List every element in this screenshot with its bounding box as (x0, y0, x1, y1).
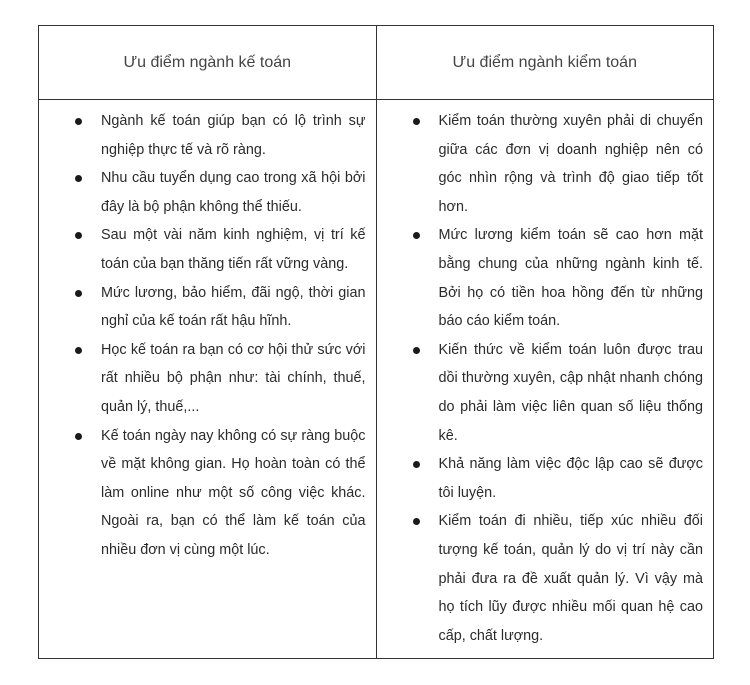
table-header-row (39, 26, 713, 100)
list-item: Nhu cầu tuyển dụng cao trong xã hội bởi đây là bộ phận không thể thiếu. (39, 164, 366, 221)
comparison-table (38, 25, 714, 659)
list-item: Sau một vài năm kinh nghiệm, vị trí kế toán của bạn thăng tiến rất vững vàng. (39, 221, 366, 278)
accounting-cell (39, 100, 376, 658)
list-item: Ngành kế toán giúp bạn có lộ trình sự nghiệp thực tế và rõ ràng. (39, 107, 366, 164)
list-item: Mức lương, bảo hiểm, đãi ngộ, thời gian nghỉ của kế toán rất hậu hĩnh. (39, 279, 366, 336)
list-item: Kế toán ngày nay không có sự ràng buộc về mặt không gian. Họ hoàn toàn có thể làm online như một số công việc khác. Ngoài ra, bạn có thể làm kế toán của nhiều đơn vị cùng một lúc. (39, 422, 366, 565)
auditing-cell (376, 100, 714, 658)
list-item: Mức lương kiểm toán sẽ cao hơn mặt bằng chung của những ngành kinh tế. Bởi họ có tiền hoa hồng đến từ những báo cáo kiểm toán. (377, 221, 704, 335)
table-body-row (39, 100, 713, 658)
list-item: Kiểm toán đi nhiều, tiếp xúc nhiều đối tượng kế toán, quản lý do vị trí này cần phải đưa ra đề xuất quản lý. Vì vậy mà họ tích lũy được nhiều mối quan hệ cao cấp, chất lượng. (377, 507, 704, 650)
accounting-list (39, 107, 366, 565)
list-item: Khả năng làm việc độc lập cao sẽ được tôi luyện. (377, 450, 704, 507)
list-item: Kiến thức về kiểm toán luôn được trau dồi thường xuyên, cập nhật nhanh chóng do phải làm việc liên quan số liệu thống kê. (377, 336, 704, 450)
auditing-header: Ưu điểm ngành kiểm toán (376, 26, 714, 99)
list-item: Kiểm toán thường xuyên phải di chuyển giữa các đơn vị doanh nghiệp nên có góc nhìn rộng và trình độ giao tiếp tốt hơn. (377, 107, 704, 221)
list-item: Học kế toán ra bạn có cơ hội thử sức với rất nhiều bộ phận như: tài chính, thuế, quản lý, thuế,... (39, 336, 366, 422)
accounting-header: Ưu điểm ngành kế toán (123, 53, 292, 71)
auditing-list (377, 107, 704, 650)
